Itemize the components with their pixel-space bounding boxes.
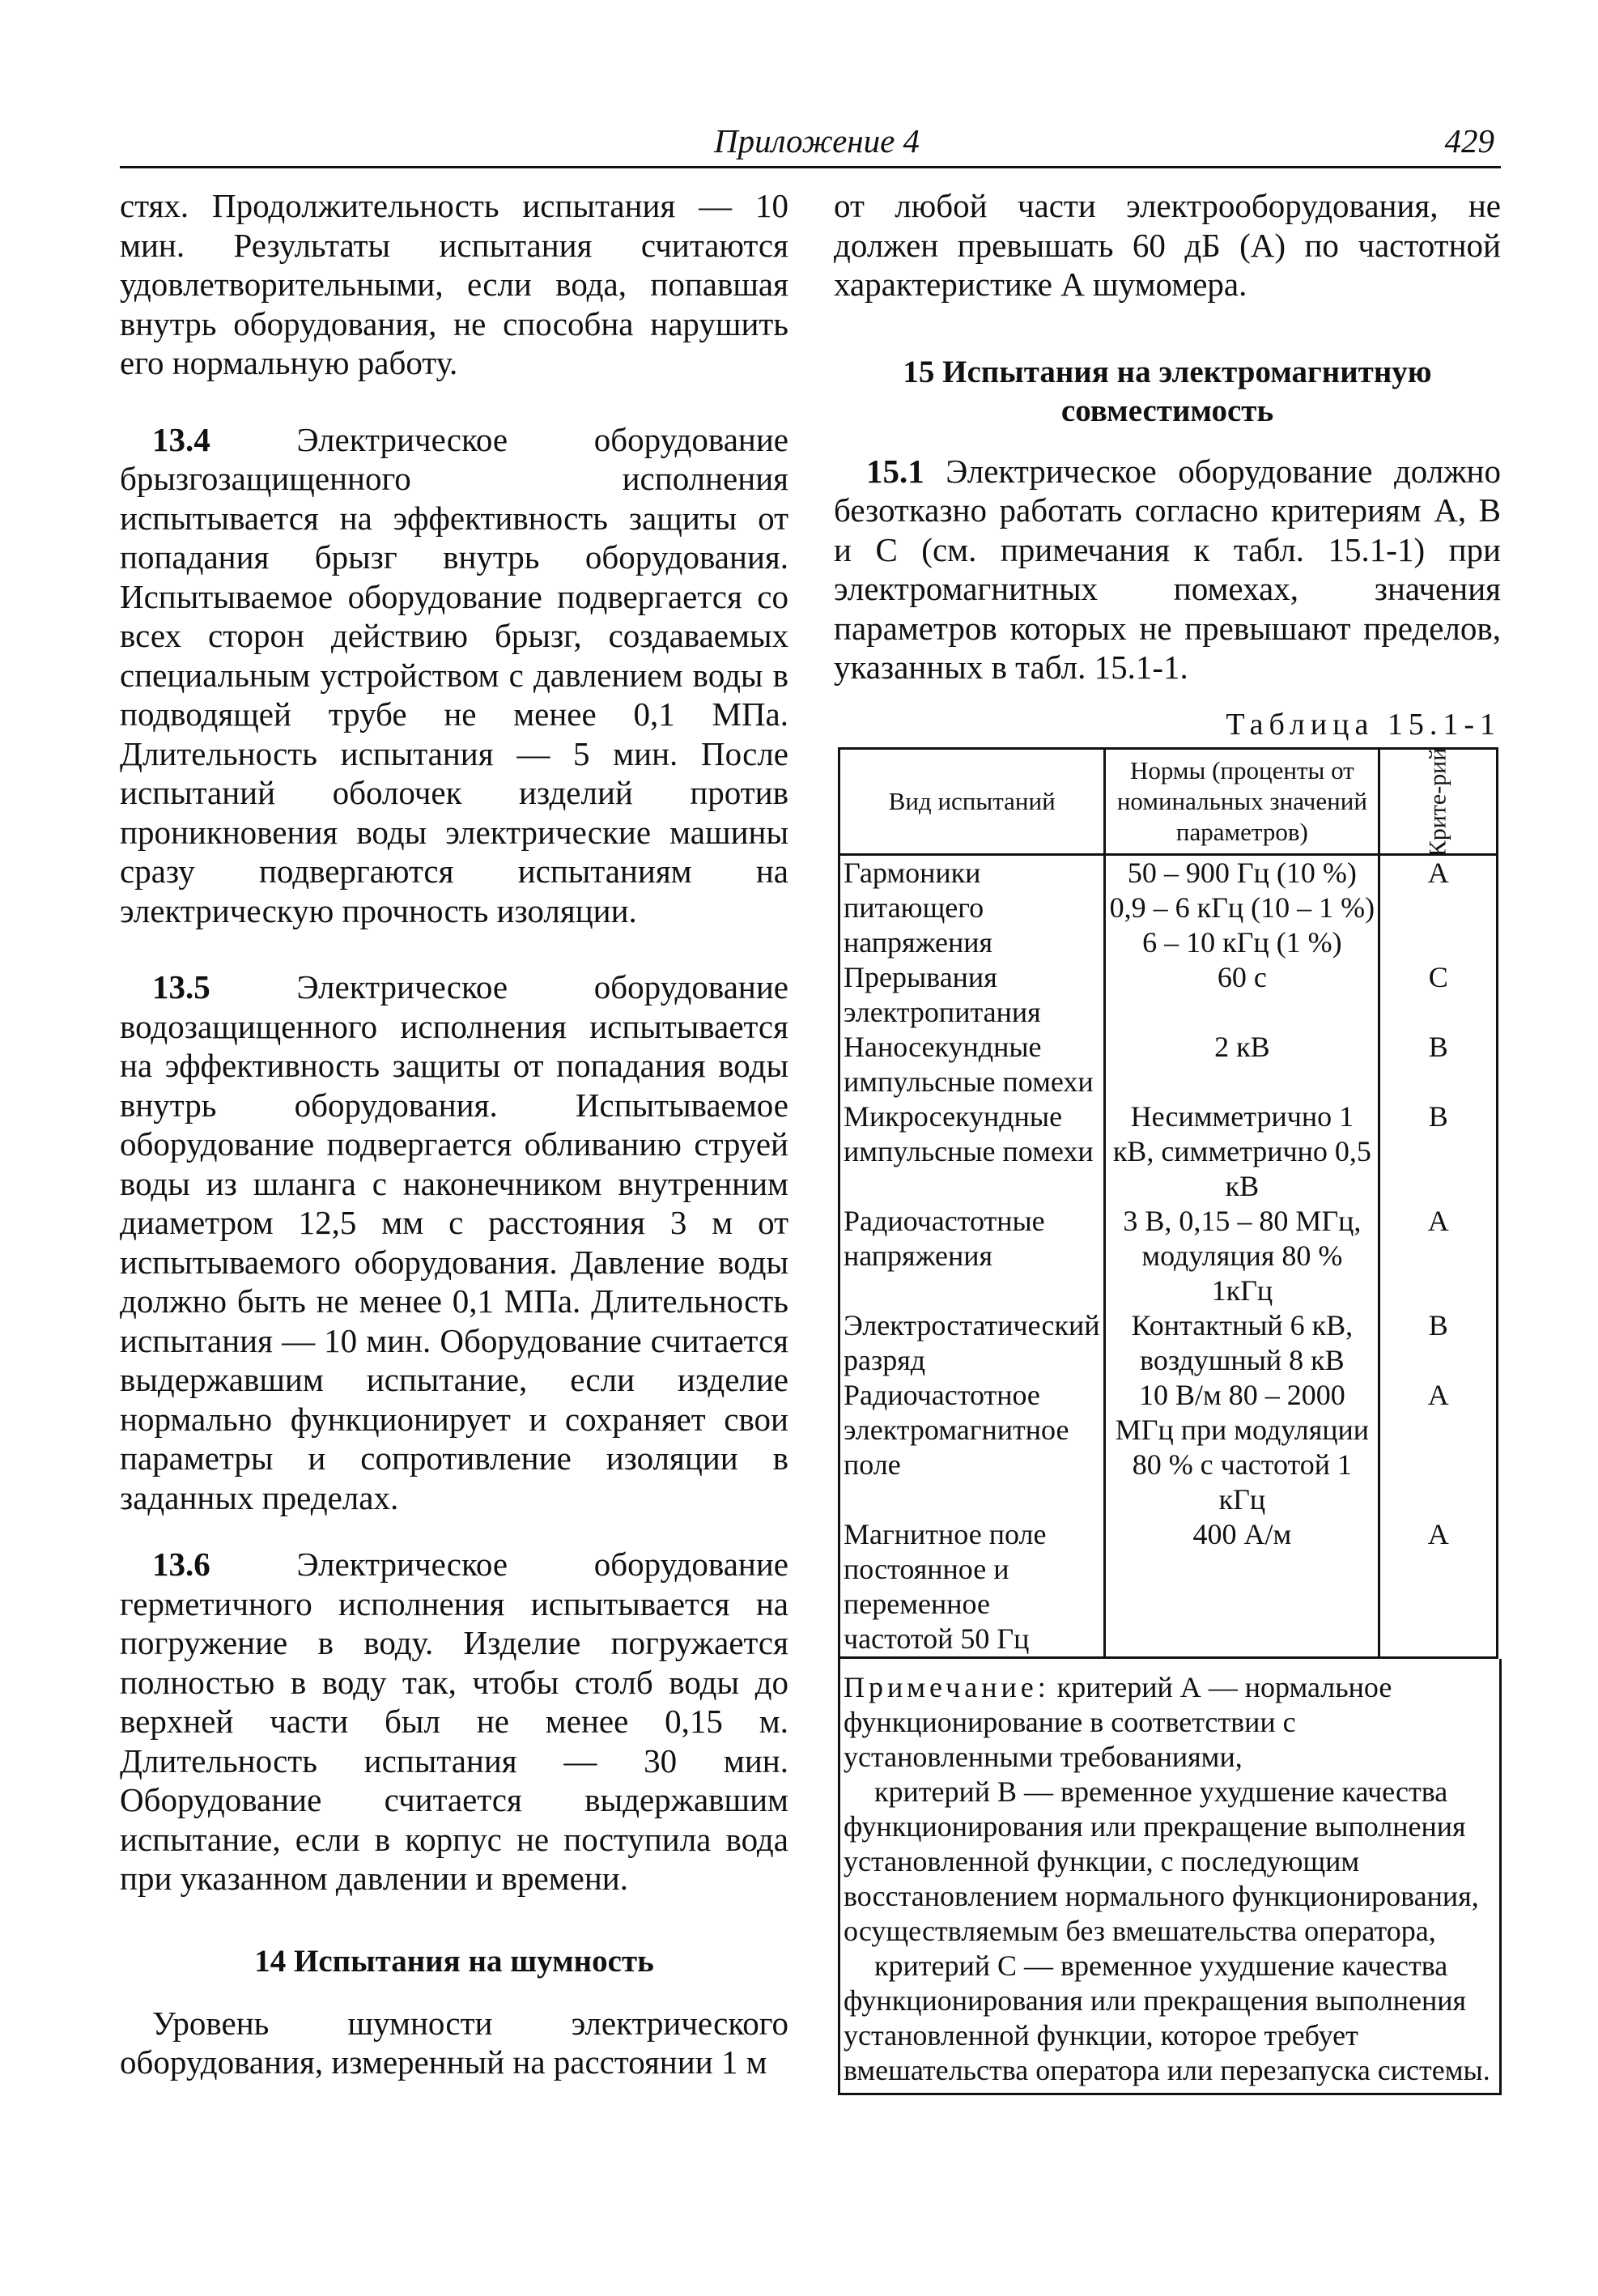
cell-norms: Несимметрично 1 кВ, симметрично 0,5 кВ — [1105, 1099, 1379, 1204]
left-column — [120, 186, 788, 2082]
section-number: 13.6 — [152, 1546, 210, 1583]
section-13-5 — [120, 967, 788, 1517]
emc-table — [838, 747, 1498, 1659]
header-criterion — [1379, 749, 1498, 855]
cell-test-type: Прерывания электропитания — [839, 960, 1105, 1030]
table-header-row — [839, 749, 1498, 855]
header-norms: Нормы (проценты от номинальных значений параметров) — [1105, 749, 1379, 855]
section-number: 13.4 — [152, 420, 210, 458]
cell-criterion: С — [1379, 960, 1498, 1030]
cell-criterion: А — [1379, 1204, 1498, 1308]
section-13-6 — [120, 1545, 788, 1898]
cell-test-type: Радиочастотные напряжения — [839, 1204, 1105, 1308]
section-text: Электрическое оборудование должно безотказно работать согласно критериям А, В и С (см. примечания к табл. 15.1-1) при электромагнитных помехах, значения параметров которых не превышают пределов, указанных в табл. 15.1-1. — [834, 452, 1501, 686]
cell-test-type: Наносекундные импульсные помехи — [839, 1030, 1105, 1099]
cell-test-type: Радиочастотное электромагнитное поле — [839, 1378, 1105, 1517]
section-text: Электрическое оборудование водозащищенного исполнения испытывается на эффективность защиты от попадания воды внутрь оборудования. Испытываемое оборудование подвергается обливанию струей воды из шланга с наконечником внутренним диаметром 12,5 мм с расстояния 3 м от испытываемого оборудования. Давление воды должно быть не менее 0,1 МПа. Длительность испытания — 10 мин. Оборудование считается выдержавшим испытание, если изделие нормально функционирует и сохраняет свои параметры и сопротивление изоляции в заданных пределах. — [120, 968, 788, 1516]
cell-criterion: А — [1379, 855, 1498, 961]
cell-criterion: А — [1379, 1378, 1498, 1517]
table-caption: Таблица 15.1-1 — [1226, 707, 1501, 742]
section-number: 15.1 — [866, 452, 924, 490]
header-criterion-text: Крите-рий — [1424, 747, 1451, 857]
page-number: 429 — [1444, 122, 1494, 159]
table-row — [839, 1378, 1498, 1517]
note-text-a: критерий А — нормальное функционирование в соответствии с установленными требованиями, — [844, 1671, 1392, 1773]
note-label: Примечание: — [844, 1671, 1050, 1703]
section-text: Электрическое оборудование брызгозащищенного исполнения испытывается на эффективность защиты от попадания брызг внутрь оборудования. Испытываемое оборудование подвергается со всех сторон действию брызг, создаваемых специальным устройством с давлением воды в подводящей трубе не менее 0,1 МПа. Длительность испытания — 5 мин. После испытаний оболочек изделий против проникновения воды электрические машины сразу подвергаются испытаниям на электрическую прочность изоляции. — [120, 420, 788, 929]
note-criterion-b: критерий В — временное ухудшение качества функционирования или прекращение выполнения установленной функции, с последующим восстановлением нормального функционирования, осуществляемым без вмешательства оператора, — [844, 1775, 1479, 1947]
note-criterion-a — [844, 1670, 1498, 1775]
paragraph-continuation: стях. Продолжительность испытания — 10 мин. Результаты испытания считаются удовлетворительными, если вода, попавшая внутрь оборудования, не способна нарушить его нормальную работу. — [120, 187, 788, 381]
table-row — [839, 1204, 1498, 1308]
cell-criterion: В — [1379, 1099, 1498, 1204]
heading-15-line1: 15 Испытания на электромагнитную — [903, 354, 1432, 389]
section-number: 13.5 — [152, 968, 210, 1006]
cell-norms: 2 кВ — [1105, 1030, 1379, 1099]
paragraph-continuation: от любой части электрооборудования, не должен превышать 60 дБ (А) по частотной характеристике А шумомера. — [834, 187, 1501, 303]
cell-norms: 60 с — [1105, 960, 1379, 1030]
cell-criterion: В — [1379, 1308, 1498, 1378]
cell-test-type: Электростатический разряд — [839, 1308, 1105, 1378]
paragraph-14: Уровень шумности электрического оборудования, измеренный на расстоянии 1 м — [120, 2004, 788, 2081]
heading-15-line2: совместимость — [1060, 393, 1274, 428]
section-text: Электрическое оборудование герметичного исполнения испытывается на погружение в воду. Изделие погружается полностью в воду так, чтобы столб воды до верхней части был не менее 0,15 м. Длительность испытания — 30 мин. Оборудование считается выдержавшим испытание, если в корпус не поступила вода при указанном давлении и времени. — [120, 1546, 788, 1897]
table-row — [839, 1099, 1498, 1204]
right-column — [834, 186, 1501, 2095]
note-criterion-c: критерий С — временное ухудшение качества функционирования или прекращения выполнения установленной функции, которое требует вмешательства оператора или перезапуска системы. — [844, 1949, 1490, 2086]
section-15-1 — [834, 452, 1501, 687]
cell-norms: 50 – 900 Гц (10 %) 0,9 – 6 кГц (10 – 1 %) 6 – 10 кГц (1 %) — [1105, 855, 1379, 961]
heading-15 — [834, 353, 1501, 431]
heading-14: 14 Испытания на шумность — [254, 1943, 654, 1979]
cell-norms: 3 В, 0,15 – 80 МГц, модуляция 80 % 1кГц — [1105, 1204, 1379, 1308]
cell-test-type: Магнитное поле постоянное и переменное частотой 50 Гц — [839, 1517, 1105, 1658]
header-test-type: Вид испытаний — [839, 749, 1105, 855]
running-title: Приложение 4 — [714, 122, 920, 159]
cell-test-type: Микросекундные импульсные помехи — [839, 1099, 1105, 1204]
table-row — [839, 1308, 1498, 1378]
cell-criterion: А — [1379, 1517, 1498, 1658]
section-13-4 — [120, 420, 788, 931]
cell-norms: Контактный 6 кВ, воздушный 8 кВ — [1105, 1308, 1379, 1378]
table-row — [839, 960, 1498, 1030]
cell-norms: 10 В/м 80 – 2000 МГц при модуляции 80 % с частотой 1 кГц — [1105, 1378, 1379, 1517]
table-note — [838, 1659, 1502, 2095]
table-row — [839, 1517, 1498, 1658]
cell-test-type: Гармоники питающего напряжения — [839, 855, 1105, 961]
cell-criterion: В — [1379, 1030, 1498, 1099]
table-row — [839, 1030, 1498, 1099]
table-row — [839, 855, 1498, 961]
cell-norms: 400 А/м — [1105, 1517, 1379, 1658]
page-header — [120, 121, 1501, 168]
